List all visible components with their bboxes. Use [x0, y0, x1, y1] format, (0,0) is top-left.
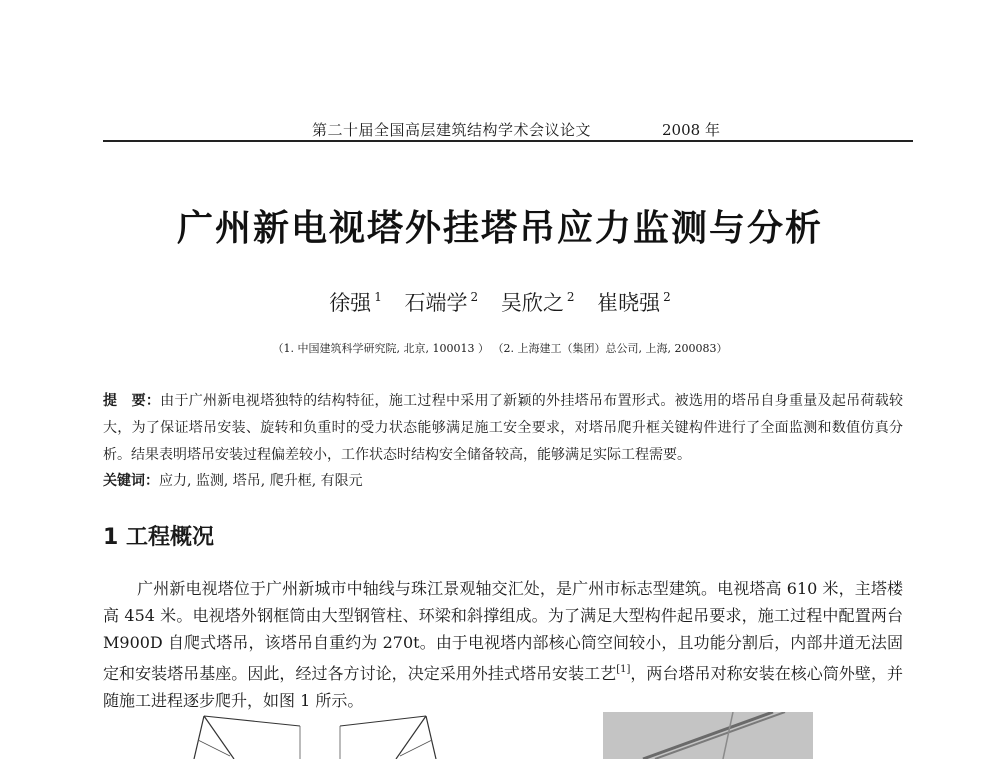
paper-title: 广州新电视塔外挂塔吊应力监测与分析: [176, 208, 823, 249]
paragraph-text-cont: ，两台塔吊对称安装在核心筒外壁，并随施工进程逐步爬升，如图 1 所示。: [103, 664, 903, 710]
author-affil-mark: 1: [374, 290, 382, 304]
header-rule: [103, 140, 913, 142]
abstract-text: 由于广州新电视塔独特的结构特征，施工过程中采用了新颖的外挂塔吊布置形式。被选用的塔吊自身重量及起吊荷载较大，为了保证塔吊安装、旋转和负重时的受力状态能够满足施工安全要求，对塔吊爬升框关键构件进行了全面监测和数值仿真分析。结果表明塔吊安装过程偏差较小，工作状态时结构安全储备较高，能够满足实际工程需要。: [103, 393, 904, 463]
keywords-text: 应力, 监测, 塔吊, 爬升框, 有限元: [159, 473, 363, 489]
author-affil-mark: 2: [470, 290, 479, 304]
author: [597, 287, 671, 317]
author-affil-mark: 2: [566, 290, 575, 304]
figure-crane-diagram: [190, 712, 450, 759]
section-heading: 1 工程概况: [103, 525, 214, 550]
author: [329, 287, 382, 317]
crane-photo-svg: [603, 712, 813, 759]
conference-year: 2008 年: [662, 121, 720, 139]
author-affil-mark: 2: [663, 290, 671, 304]
running-header: [0, 117, 1000, 141]
keywords: [103, 470, 903, 492]
abstract-label: 提 要：: [103, 393, 161, 409]
author-list: [0, 287, 1000, 317]
author-name: 吴欣之: [500, 291, 564, 315]
author: [501, 287, 575, 317]
section-paragraph: [103, 575, 903, 714]
crane-diagram-svg: [190, 712, 450, 759]
citation-link[interactable]: [1]: [616, 664, 631, 675]
paragraph-text: 广州新电视塔位于广州新城市中轴线与珠江景观轴交汇处，是广州市标志型建筑。电视塔高 610 米，主塔楼高 454 米。电视塔外钢框筒由大型钢管柱、环梁和斜撑组成。为了满足大型构件起吊要求，施工过程中配置两台 M900D 自爬式塔吊，该塔吊自重约为 270t。由于电视塔内部核心筒空间较小，且功能分割后，内部井道无法固定和安装塔吊基座。因此，经过各方讨论，决定采用外挂式塔吊安装工艺: [103, 579, 903, 683]
figure-crane-photo: [603, 712, 813, 759]
affiliations: （1. 中国建筑科学研究院, 北京, 100013 ） （2. 上海建工（集团）总公司, 上海, 200083）: [272, 342, 728, 355]
author-name: 崔晓强: [597, 291, 661, 315]
keywords-label: 关键词：: [103, 473, 159, 489]
conference-name: 第二十届全国高层建筑结构学术会议论文: [312, 121, 592, 139]
author-name: 石端学: [404, 291, 468, 315]
author-name: 徐强: [329, 291, 372, 315]
abstract: [103, 388, 903, 469]
author: [405, 287, 479, 317]
